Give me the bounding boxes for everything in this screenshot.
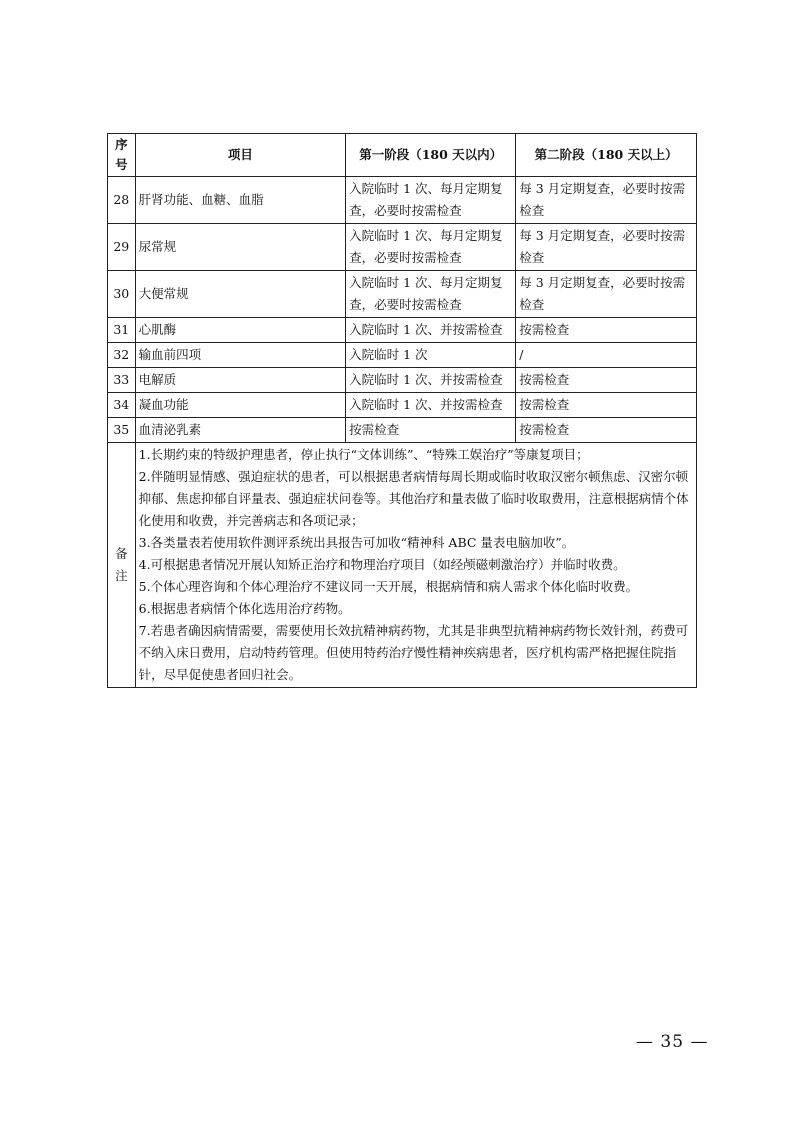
header-stage2: 第二阶段（180 天以上） bbox=[516, 134, 697, 177]
table-row bbox=[108, 393, 697, 418]
page-number: — 35 — bbox=[636, 1032, 709, 1052]
remark-note: 6.根据患者病情个体化选用治疗药物。 bbox=[138, 601, 351, 616]
table-header-row bbox=[108, 134, 697, 177]
row-stage2: 每 3 月定期复查，必要时按需检查 bbox=[516, 271, 697, 318]
row-item: 心肌酶 bbox=[135, 318, 346, 343]
row-stage2: 每 3 月定期复查，必要时按需检查 bbox=[516, 177, 697, 224]
row-item: 血清泌乳素 bbox=[135, 418, 346, 443]
row-stage1: 按需检查 bbox=[346, 418, 516, 443]
remark-note: 2.伴随明显情感、强迫症状的患者，可以根据患者病情每周长期或临时收取汉密尔顿焦虑、汉密尔顿抑郁、焦虑抑郁自评量表、强迫症状问卷等。其他治疗和量表做了临时收取费用，注意根据病情个体化使用和收费，并完善病志和各项记录； bbox=[138, 469, 689, 528]
remark-note: 4.可根据患者情况开展认知矫正治疗和物理治疗项目（如经颅磁刺激治疗）并临时收费。 bbox=[138, 557, 626, 572]
row-item: 输血前四项 bbox=[135, 343, 346, 368]
header-item: 项目 bbox=[135, 134, 346, 177]
row-stage2: / bbox=[516, 343, 697, 368]
row-stage1: 入院临时 1 次、每月定期复查，必要时按需检查 bbox=[346, 224, 516, 271]
row-no: 30 bbox=[108, 271, 136, 318]
table-row bbox=[108, 343, 697, 368]
row-no: 34 bbox=[108, 393, 136, 418]
row-no: 28 bbox=[108, 177, 136, 224]
table-row bbox=[108, 224, 697, 271]
row-no: 35 bbox=[108, 418, 136, 443]
row-item: 大便常规 bbox=[135, 271, 346, 318]
remark-note: 5.个体心理咨询和个体心理治疗不建议同一天开展，根据病情和病人需求个体化临时收费。 bbox=[138, 579, 639, 594]
remarks-row bbox=[108, 443, 697, 688]
remark-note: 3.各类量表若使用软件测评系统出具报告可加收“精神科 ABC 量表电脑加收”。 bbox=[138, 535, 575, 550]
row-item: 凝血功能 bbox=[135, 393, 346, 418]
row-stage2: 按需检查 bbox=[516, 418, 697, 443]
table-row bbox=[108, 318, 697, 343]
row-stage1: 入院临时 1 次、每月定期复查，必要时按需检查 bbox=[346, 177, 516, 224]
inspection-schedule-table bbox=[107, 133, 697, 688]
row-stage2: 每 3 月定期复查，必要时按需检查 bbox=[516, 224, 697, 271]
row-stage2: 按需检查 bbox=[516, 393, 697, 418]
remarks-label: 备注 bbox=[108, 443, 136, 688]
header-stage1: 第一阶段（180 天以内） bbox=[346, 134, 516, 177]
row-stage1: 入院临时 1 次、并按需检查 bbox=[346, 318, 516, 343]
remark-note: 7.若患者确因病情需要，需要使用长效抗精神病药物，尤其是非典型抗精神病药物长效针剂，药费可不纳入床日费用，启动特药管理。但使用特药治疗慢性精神疾病患者，医疗机构需严格把握住院指针，尽早促使患者回归社会。 bbox=[138, 623, 689, 682]
remarks-notes bbox=[135, 443, 696, 688]
header-no: 序号 bbox=[108, 134, 136, 177]
row-stage1: 入院临时 1 次、并按需检查 bbox=[346, 393, 516, 418]
remark-note: 1.长期约束的特级护理患者，停止执行“文体训练”、“特殊工娱治疗”等康复项目； bbox=[138, 447, 589, 462]
row-no: 31 bbox=[108, 318, 136, 343]
row-stage1: 入院临时 1 次 bbox=[346, 343, 516, 368]
row-item: 尿常规 bbox=[135, 224, 346, 271]
row-stage2: 按需检查 bbox=[516, 368, 697, 393]
row-no: 33 bbox=[108, 368, 136, 393]
row-item: 肝肾功能、血糖、血脂 bbox=[135, 177, 346, 224]
fee-table-container bbox=[107, 133, 697, 688]
row-no: 29 bbox=[108, 224, 136, 271]
table-row bbox=[108, 368, 697, 393]
table-row bbox=[108, 271, 697, 318]
row-stage1: 入院临时 1 次、每月定期复查，必要时按需检查 bbox=[346, 271, 516, 318]
row-item: 电解质 bbox=[135, 368, 346, 393]
table-row bbox=[108, 177, 697, 224]
table-row bbox=[108, 418, 697, 443]
row-stage2: 按需检查 bbox=[516, 318, 697, 343]
row-no: 32 bbox=[108, 343, 136, 368]
row-stage1: 入院临时 1 次、并按需检查 bbox=[346, 368, 516, 393]
